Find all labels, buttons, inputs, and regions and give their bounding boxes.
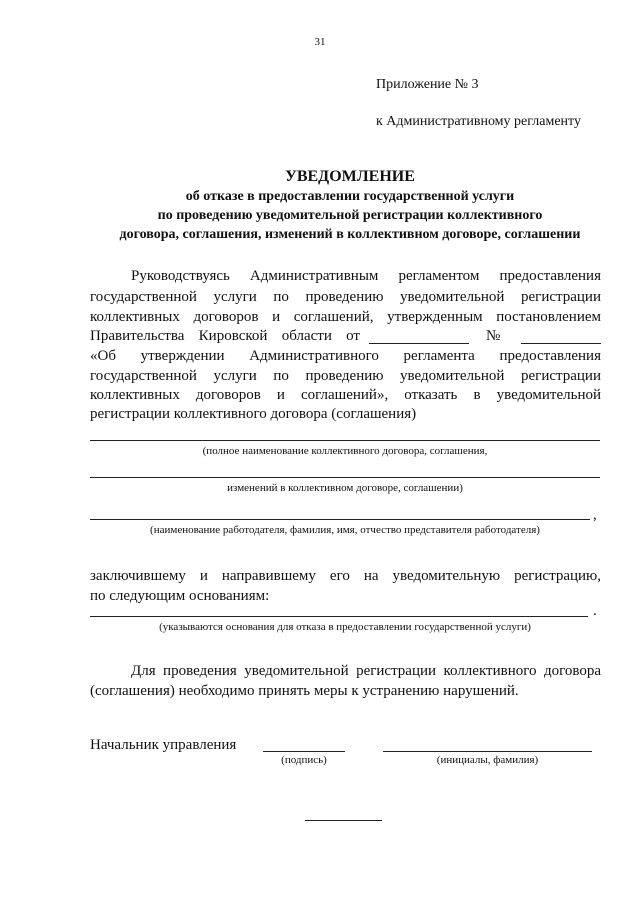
title-sub-3: договора, соглашения, изменений в коллективном договоре, соглашении xyxy=(119,227,581,242)
title-sub-2: по проведению уведомительной регистрации коллективного xyxy=(157,208,543,223)
body-line-7: коллективных договоров и соглашений», отказать в уведомительной xyxy=(90,387,601,403)
document-title xyxy=(60,167,640,244)
caption-agreement-name: (полное наименование коллективного договора, соглашения, xyxy=(202,445,488,457)
employer-line-comma: , xyxy=(593,507,597,523)
agreement-name-line-2 xyxy=(90,477,600,478)
page-number: 31 xyxy=(314,36,326,48)
title-sub-1: об отказе в предоставлении государственной услуги xyxy=(185,189,515,204)
body-line-4: Правительства Кировской области от xyxy=(90,328,360,344)
grounds-line xyxy=(90,616,588,617)
caption-signature: (подпись) xyxy=(281,754,327,766)
initials-line xyxy=(383,751,592,752)
appendix-number: Приложение № 3 xyxy=(376,77,479,92)
para2-line-2: по следующим основаниям: xyxy=(90,588,270,604)
caption-initials: (инициалы, фамилия) xyxy=(436,754,539,766)
end-divider xyxy=(305,820,382,821)
para3-line-2: (соглашения) необходимо принять меры к устранению нарушений. xyxy=(90,683,519,699)
para2-line-1: заключившему и направившему его на уведомительную регистрацию, xyxy=(90,568,601,584)
signature-position: Начальник управления xyxy=(90,737,237,753)
body-line-6: государственной услуги по проведению уведомительной регистрации xyxy=(90,368,601,384)
signature-line xyxy=(263,751,345,752)
caption-agreement-changes: изменений в коллективном договоре, соглашении) xyxy=(227,482,463,494)
employer-name-line xyxy=(90,519,590,520)
body-line-2: государственной услуги по проведению уведомительной регистрации xyxy=(90,289,601,305)
caption-grounds: (указываются основания для отказа в предоставлении государственной услуги) xyxy=(159,621,531,633)
title-main: УВЕДОМЛЕНИЕ xyxy=(285,168,415,185)
agreement-name-line-1 xyxy=(90,440,600,441)
caption-employer: (наименование работодателя, фамилия, имя, отчество представителя работодателя) xyxy=(150,524,540,536)
number-sign: № xyxy=(486,328,501,344)
date-blank xyxy=(369,343,469,344)
appendix-reference: к Административному регламенту xyxy=(376,114,581,129)
body-line-5: «Об утверждении Административного регламента предоставления xyxy=(90,348,601,364)
body-line-8: регистрации коллективного договора (соглашения) xyxy=(90,406,417,422)
body-line-1: Руководствуясь Административным регламентом предоставления xyxy=(131,268,601,284)
number-blank xyxy=(521,343,601,344)
grounds-line-dot: . xyxy=(593,603,597,619)
body-line-3: коллективных договоров и соглашений, утвержденным постановлением xyxy=(90,309,601,325)
para3-line-1: Для проведения уведомительной регистрации коллективного договора xyxy=(131,663,601,679)
